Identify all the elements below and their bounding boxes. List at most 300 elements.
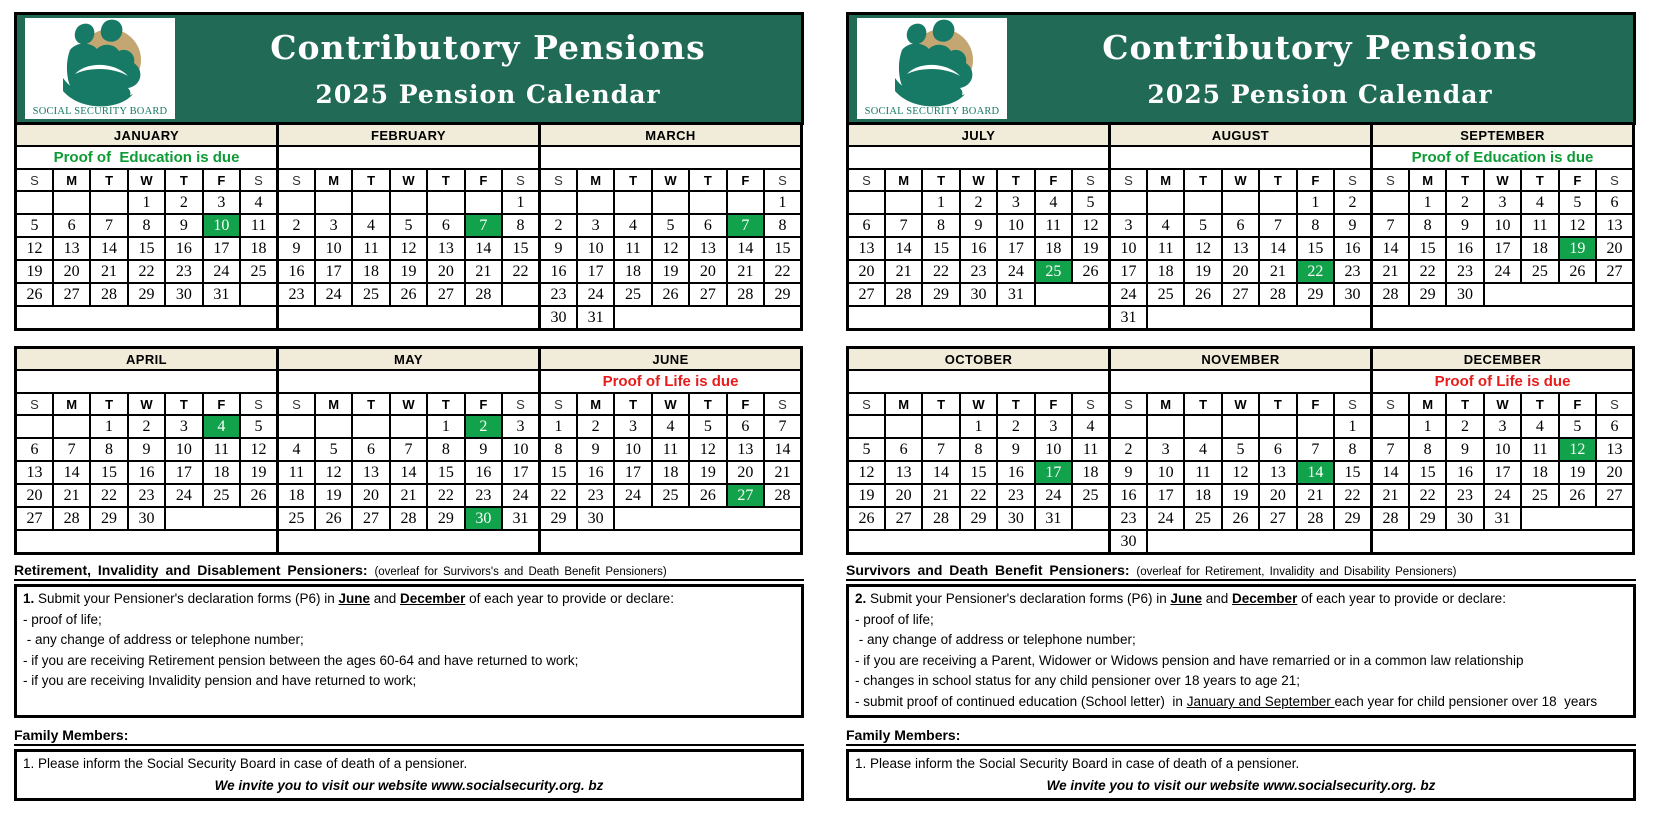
day-cell: 25 <box>278 507 315 530</box>
day-of-week-header: M <box>885 393 922 415</box>
day-cell: 18 <box>1072 461 1109 484</box>
declaration-instructions-box <box>846 584 1636 718</box>
day-cell: 1 <box>1409 415 1446 438</box>
month-table-march <box>538 122 803 331</box>
day-of-week-header: S <box>240 393 277 415</box>
day-cell: 15 <box>960 461 997 484</box>
month-title: OCTOBER <box>848 348 1110 371</box>
day-cell: 5 <box>1072 191 1109 214</box>
month-table-september <box>1370 122 1635 331</box>
day-cell: 20 <box>1222 260 1259 283</box>
family-members-heading: Family Members: <box>846 727 1636 746</box>
day-cell: 25 <box>240 260 277 283</box>
day-cell-empty <box>1147 306 1372 330</box>
day-cell: 5 <box>1222 438 1259 461</box>
day-cell-empty <box>1147 191 1184 214</box>
day-cell: 11 <box>1072 438 1109 461</box>
months-row-jul-sep <box>846 122 1636 331</box>
day-cell-empty <box>53 191 90 214</box>
pensioners-section-heading <box>14 562 804 581</box>
day-cell: 8 <box>427 438 464 461</box>
day-cell: 12 <box>240 438 277 461</box>
day-of-week-header: S <box>240 169 277 191</box>
declaration-line <box>23 671 795 692</box>
day-cell: 18 <box>203 461 240 484</box>
day-cell: 3 <box>997 191 1034 214</box>
day-cell: 4 <box>240 191 277 214</box>
day-cell: 27 <box>1596 260 1633 283</box>
day-cell: 3 <box>165 415 202 438</box>
day-of-week-header: T <box>1259 169 1296 191</box>
day-cell: 16 <box>1110 484 1147 507</box>
day-cell: 16 <box>577 461 614 484</box>
day-of-week-header: S <box>540 393 577 415</box>
day-cell: 16 <box>128 461 165 484</box>
day-cell: 13 <box>1596 438 1633 461</box>
day-cell: 23 <box>1446 260 1483 283</box>
day-cell: 22 <box>1409 260 1446 283</box>
day-cell: 21 <box>1372 484 1409 507</box>
day-cell: 11 <box>352 237 389 260</box>
day-of-week-header: T <box>165 393 202 415</box>
family-members-box <box>846 749 1636 801</box>
day-cell-empty <box>427 191 464 214</box>
text-segment: - if you are receiving Invalidity pension and have returned to work; <box>23 673 417 689</box>
day-cell: 8 <box>502 214 539 237</box>
day-cell: 26 <box>689 484 726 507</box>
day-cell: 30 <box>1110 530 1147 554</box>
day-of-week-header: M <box>1409 169 1446 191</box>
day-cell: 17 <box>614 461 651 484</box>
day-cell: 18 <box>1147 260 1184 283</box>
day-cell: 16 <box>278 260 315 283</box>
day-cell: 9 <box>165 214 202 237</box>
day-cell: 23 <box>1334 260 1371 283</box>
day-cell: 8 <box>764 214 801 237</box>
day-cell: 21 <box>1297 484 1334 507</box>
text-segment: - any change of address or telephone number; <box>855 632 1136 648</box>
day-of-week-header: T <box>1521 393 1558 415</box>
text-segment: - proof of life; <box>855 611 934 627</box>
day-cell: 23 <box>465 484 502 507</box>
day-cell: 7 <box>885 214 922 237</box>
month-title: JULY <box>848 124 1110 147</box>
day-cell: 15 <box>502 237 539 260</box>
day-cell-empty <box>577 191 614 214</box>
day-cell: 29 <box>1409 507 1446 530</box>
day-cell: 19 <box>1072 237 1109 260</box>
day-of-week-header: W <box>960 169 997 191</box>
day-of-week-header: M <box>577 169 614 191</box>
day-cell: 15 <box>1409 237 1446 260</box>
day-cell: 30 <box>960 283 997 306</box>
declaration-line <box>855 589 1627 610</box>
day-cell: 15 <box>90 461 127 484</box>
declaration-line <box>855 671 1627 692</box>
day-cell: 4 <box>1147 214 1184 237</box>
day-of-week-header: S <box>1334 393 1371 415</box>
month-note <box>1110 146 1372 169</box>
day-cell: 2 <box>577 415 614 438</box>
day-cell: 5 <box>652 214 689 237</box>
day-cell: 2 <box>128 415 165 438</box>
day-cell: 13 <box>352 461 389 484</box>
day-cell-empty <box>540 191 577 214</box>
empty-week-row <box>278 530 540 554</box>
payment-day-cell: 22 <box>1297 260 1334 283</box>
day-cell: 13 <box>848 237 885 260</box>
day-of-week-header: M <box>53 393 90 415</box>
day-cell: 24 <box>1484 484 1521 507</box>
day-cell-empty <box>885 191 922 214</box>
day-cell: 26 <box>315 507 352 530</box>
day-cell: 24 <box>577 283 614 306</box>
day-cell: 4 <box>1521 191 1558 214</box>
day-cell-empty <box>1222 191 1259 214</box>
day-cell: 10 <box>1147 461 1184 484</box>
day-cell: 26 <box>848 507 885 530</box>
day-cell: 13 <box>885 461 922 484</box>
day-cell: 9 <box>1110 461 1147 484</box>
day-cell: 22 <box>427 484 464 507</box>
day-of-week-header: T <box>1521 169 1558 191</box>
day-of-week-header: S <box>1072 393 1109 415</box>
day-cell: 15 <box>128 237 165 260</box>
day-cell: 20 <box>53 260 90 283</box>
day-cell: 27 <box>848 283 885 306</box>
day-cell: 28 <box>922 507 959 530</box>
day-cell: 14 <box>1372 461 1409 484</box>
day-of-week-header: T <box>997 169 1034 191</box>
day-cell: 28 <box>390 507 427 530</box>
day-cell: 3 <box>1035 415 1072 438</box>
day-cell: 27 <box>885 507 922 530</box>
text-segment: and <box>370 591 401 606</box>
day-of-week-header: S <box>16 169 53 191</box>
day-cell: 10 <box>614 438 651 461</box>
month-note: Proof of Education is due <box>16 146 278 169</box>
day-cell: 25 <box>652 484 689 507</box>
day-cell: 11 <box>1147 237 1184 260</box>
header-titles <box>175 28 801 109</box>
day-cell-empty <box>1184 415 1221 438</box>
day-cell: 24 <box>203 260 240 283</box>
pensioners-heading-text: Retirement, Invalidity and Disablement Pensioners: <box>14 562 368 578</box>
day-cell: 8 <box>540 438 577 461</box>
month-title: MARCH <box>540 124 802 147</box>
day-cell: 2 <box>540 214 577 237</box>
day-of-week-header: F <box>727 393 764 415</box>
day-cell: 11 <box>1184 461 1221 484</box>
day-cell: 22 <box>764 260 801 283</box>
day-of-week-header: S <box>1372 393 1409 415</box>
day-of-week-header: T <box>90 169 127 191</box>
day-cell: 13 <box>727 438 764 461</box>
day-cell: 22 <box>502 260 539 283</box>
day-cell: 10 <box>165 438 202 461</box>
day-of-week-header: S <box>1110 169 1147 191</box>
day-cell: 20 <box>1596 461 1633 484</box>
text-segment: each year for child pensioner over 18 years <box>1334 693 1598 709</box>
day-cell: 3 <box>315 214 352 237</box>
day-cell: 5 <box>1184 214 1221 237</box>
day-cell-empty <box>1110 415 1147 438</box>
day-cell: 6 <box>1259 438 1296 461</box>
day-cell-empty <box>1372 191 1409 214</box>
day-cell: 25 <box>1147 283 1184 306</box>
day-cell: 13 <box>1596 214 1633 237</box>
day-cell: 26 <box>16 283 53 306</box>
day-cell: 24 <box>1484 260 1521 283</box>
day-cell: 27 <box>1596 484 1633 507</box>
day-cell: 12 <box>652 237 689 260</box>
day-cell: 25 <box>203 484 240 507</box>
day-of-week-header: W <box>390 393 427 415</box>
text-segment: January and September <box>1186 693 1335 709</box>
day-of-week-header: T <box>614 393 651 415</box>
month-title: APRIL <box>16 348 278 371</box>
day-cell: 2 <box>997 415 1034 438</box>
day-cell: 17 <box>1484 461 1521 484</box>
day-cell: 1 <box>90 415 127 438</box>
day-cell: 21 <box>727 260 764 283</box>
day-cell: 12 <box>1184 237 1221 260</box>
day-cell: 10 <box>577 237 614 260</box>
day-cell: 17 <box>1110 260 1147 283</box>
day-cell: 29 <box>427 507 464 530</box>
panel-jul-dec <box>846 12 1636 801</box>
day-cell: 3 <box>614 415 651 438</box>
day-cell: 5 <box>390 214 427 237</box>
declaration-line <box>855 651 1627 672</box>
day-cell-empty <box>1372 415 1409 438</box>
day-cell-empty <box>614 507 801 530</box>
day-cell: 7 <box>53 438 90 461</box>
day-cell: 16 <box>465 461 502 484</box>
day-cell: 16 <box>165 237 202 260</box>
month-title: NOVEMBER <box>1110 348 1372 371</box>
website-invitation: We invite you to visit our website www.socialsecurity.org. bz <box>214 777 604 793</box>
day-cell: 5 <box>240 415 277 438</box>
day-cell: 30 <box>997 507 1034 530</box>
day-cell: 18 <box>1035 237 1072 260</box>
day-cell: 15 <box>540 461 577 484</box>
payment-day-cell: 12 <box>1559 438 1596 461</box>
header-titles <box>1007 28 1633 109</box>
day-cell: 5 <box>1559 191 1596 214</box>
declaration-line <box>855 692 1627 713</box>
day-cell: 19 <box>1184 260 1221 283</box>
day-cell: 26 <box>1184 283 1221 306</box>
day-cell: 28 <box>885 283 922 306</box>
day-cell: 23 <box>1110 507 1147 530</box>
day-cell: 14 <box>885 237 922 260</box>
day-of-week-header: S <box>848 169 885 191</box>
day-cell-empty <box>502 283 539 306</box>
day-cell: 16 <box>1446 461 1483 484</box>
day-cell: 23 <box>577 484 614 507</box>
day-cell: 4 <box>1521 415 1558 438</box>
day-cell: 24 <box>614 484 651 507</box>
day-cell: 12 <box>848 461 885 484</box>
day-cell-empty <box>1222 415 1259 438</box>
day-cell-empty <box>352 415 389 438</box>
day-cell: 9 <box>997 438 1034 461</box>
day-cell: 4 <box>652 415 689 438</box>
text-segment: - proof of life; <box>23 611 102 627</box>
day-cell: 1 <box>540 415 577 438</box>
day-cell: 26 <box>652 283 689 306</box>
day-cell: 11 <box>652 438 689 461</box>
day-of-week-header: T <box>165 169 202 191</box>
day-cell: 10 <box>1035 438 1072 461</box>
day-cell: 7 <box>1259 214 1296 237</box>
day-cell: 26 <box>1559 260 1596 283</box>
day-cell: 1 <box>764 191 801 214</box>
day-cell: 24 <box>1110 283 1147 306</box>
day-cell-empty <box>1484 283 1634 306</box>
day-cell: 14 <box>465 237 502 260</box>
day-cell: 4 <box>1184 438 1221 461</box>
day-cell-empty <box>1521 507 1633 530</box>
day-cell: 18 <box>240 237 277 260</box>
day-cell: 29 <box>960 507 997 530</box>
day-cell-empty <box>278 191 315 214</box>
day-cell: 10 <box>502 438 539 461</box>
day-cell: 21 <box>922 484 959 507</box>
day-cell: 10 <box>1484 214 1521 237</box>
day-cell-empty <box>53 415 90 438</box>
day-cell: 12 <box>16 237 53 260</box>
day-cell: 2 <box>1446 415 1483 438</box>
day-cell: 9 <box>1446 438 1483 461</box>
day-cell: 6 <box>427 214 464 237</box>
calendar-header <box>14 12 804 125</box>
pensioners-heading-text: Survivors and Death Benefit Pensioners: <box>846 562 1130 578</box>
family-members-note: 1. Please inform the Social Security Board in case of death of a pensioner. <box>23 756 468 771</box>
empty-week-row <box>16 306 278 330</box>
day-cell: 8 <box>960 438 997 461</box>
day-cell: 25 <box>1521 260 1558 283</box>
declaration-instructions-box <box>14 584 804 718</box>
day-of-week-header: S <box>540 169 577 191</box>
day-cell: 31 <box>997 283 1034 306</box>
day-cell-empty <box>90 191 127 214</box>
logo-org-name: SOCIAL SECURITY BOARD <box>32 106 168 117</box>
day-cell: 1 <box>502 191 539 214</box>
day-cell: 28 <box>1259 283 1296 306</box>
day-cell: 2 <box>165 191 202 214</box>
day-cell: 23 <box>278 283 315 306</box>
day-cell: 31 <box>203 283 240 306</box>
day-cell: 3 <box>1110 214 1147 237</box>
day-cell: 8 <box>1297 214 1334 237</box>
month-table-november <box>1108 346 1373 555</box>
day-cell-empty <box>16 191 53 214</box>
day-cell: 23 <box>540 283 577 306</box>
page-title: Contributory Pensions <box>270 28 706 67</box>
text-segment: of each year to provide or declare: <box>465 591 674 606</box>
day-cell: 3 <box>577 214 614 237</box>
day-cell: 11 <box>1521 438 1558 461</box>
day-cell: 15 <box>1334 461 1371 484</box>
text-segment: - changes in school status for any child pensioner over 18 years to age 21; <box>855 673 1301 689</box>
day-cell: 26 <box>390 283 427 306</box>
day-cell: 23 <box>960 260 997 283</box>
day-cell: 26 <box>1222 507 1259 530</box>
day-cell: 5 <box>689 415 726 438</box>
day-of-week-header: W <box>1222 169 1259 191</box>
day-cell-empty <box>390 191 427 214</box>
day-cell: 24 <box>997 260 1034 283</box>
day-cell: 30 <box>1446 283 1483 306</box>
day-cell: 22 <box>922 260 959 283</box>
social-security-board-logo <box>857 18 1007 119</box>
text-segment: Submit your Pensioner's declaration forms (P6) in <box>866 591 1171 606</box>
day-of-week-header: S <box>502 393 539 415</box>
day-cell: 17 <box>315 260 352 283</box>
day-cell: 14 <box>53 461 90 484</box>
day-of-week-header: T <box>1446 393 1483 415</box>
day-cell: 31 <box>1110 306 1147 330</box>
day-of-week-header: W <box>1222 393 1259 415</box>
day-of-week-header: W <box>128 169 165 191</box>
day-cell-empty <box>240 283 277 306</box>
day-cell: 24 <box>1035 484 1072 507</box>
day-cell: 4 <box>278 438 315 461</box>
day-cell: 14 <box>90 237 127 260</box>
day-cell: 23 <box>1446 484 1483 507</box>
day-cell: 6 <box>885 438 922 461</box>
day-cell: 29 <box>1297 283 1334 306</box>
social-security-board-logo <box>25 18 175 119</box>
day-cell: 20 <box>427 260 464 283</box>
day-cell: 13 <box>689 237 726 260</box>
declaration-line <box>855 630 1627 651</box>
pensioners-heading-note: (overleaf for Retirement, Invalidity and Disability Pensioners) <box>1136 566 1457 578</box>
day-of-week-header: F <box>203 393 240 415</box>
declaration-line <box>23 589 795 610</box>
text-segment: June <box>338 591 370 606</box>
day-cell: 3 <box>502 415 539 438</box>
month-note: Proof of Life is due <box>1372 370 1634 393</box>
day-cell: 21 <box>465 260 502 283</box>
day-cell: 1 <box>1334 415 1371 438</box>
day-cell: 21 <box>53 484 90 507</box>
day-cell: 27 <box>352 507 389 530</box>
day-cell: 27 <box>427 283 464 306</box>
day-cell: 16 <box>960 237 997 260</box>
day-cell: 20 <box>848 260 885 283</box>
payment-day-cell: 27 <box>727 484 764 507</box>
logo-org-name: SOCIAL SECURITY BOARD <box>864 106 1000 117</box>
day-cell-empty <box>652 191 689 214</box>
day-cell: 7 <box>1372 214 1409 237</box>
day-cell-empty <box>1259 415 1296 438</box>
day-cell: 7 <box>922 438 959 461</box>
day-cell: 7 <box>1297 438 1334 461</box>
month-table-may <box>276 346 541 555</box>
day-cell: 16 <box>1446 237 1483 260</box>
day-cell: 19 <box>652 260 689 283</box>
day-cell: 10 <box>1110 237 1147 260</box>
day-cell-empty <box>1110 191 1147 214</box>
day-cell: 29 <box>1334 507 1371 530</box>
ssb-logo-icon <box>25 18 175 119</box>
payment-day-cell: 10 <box>203 214 240 237</box>
day-cell-empty <box>278 415 315 438</box>
day-cell: 28 <box>1372 283 1409 306</box>
